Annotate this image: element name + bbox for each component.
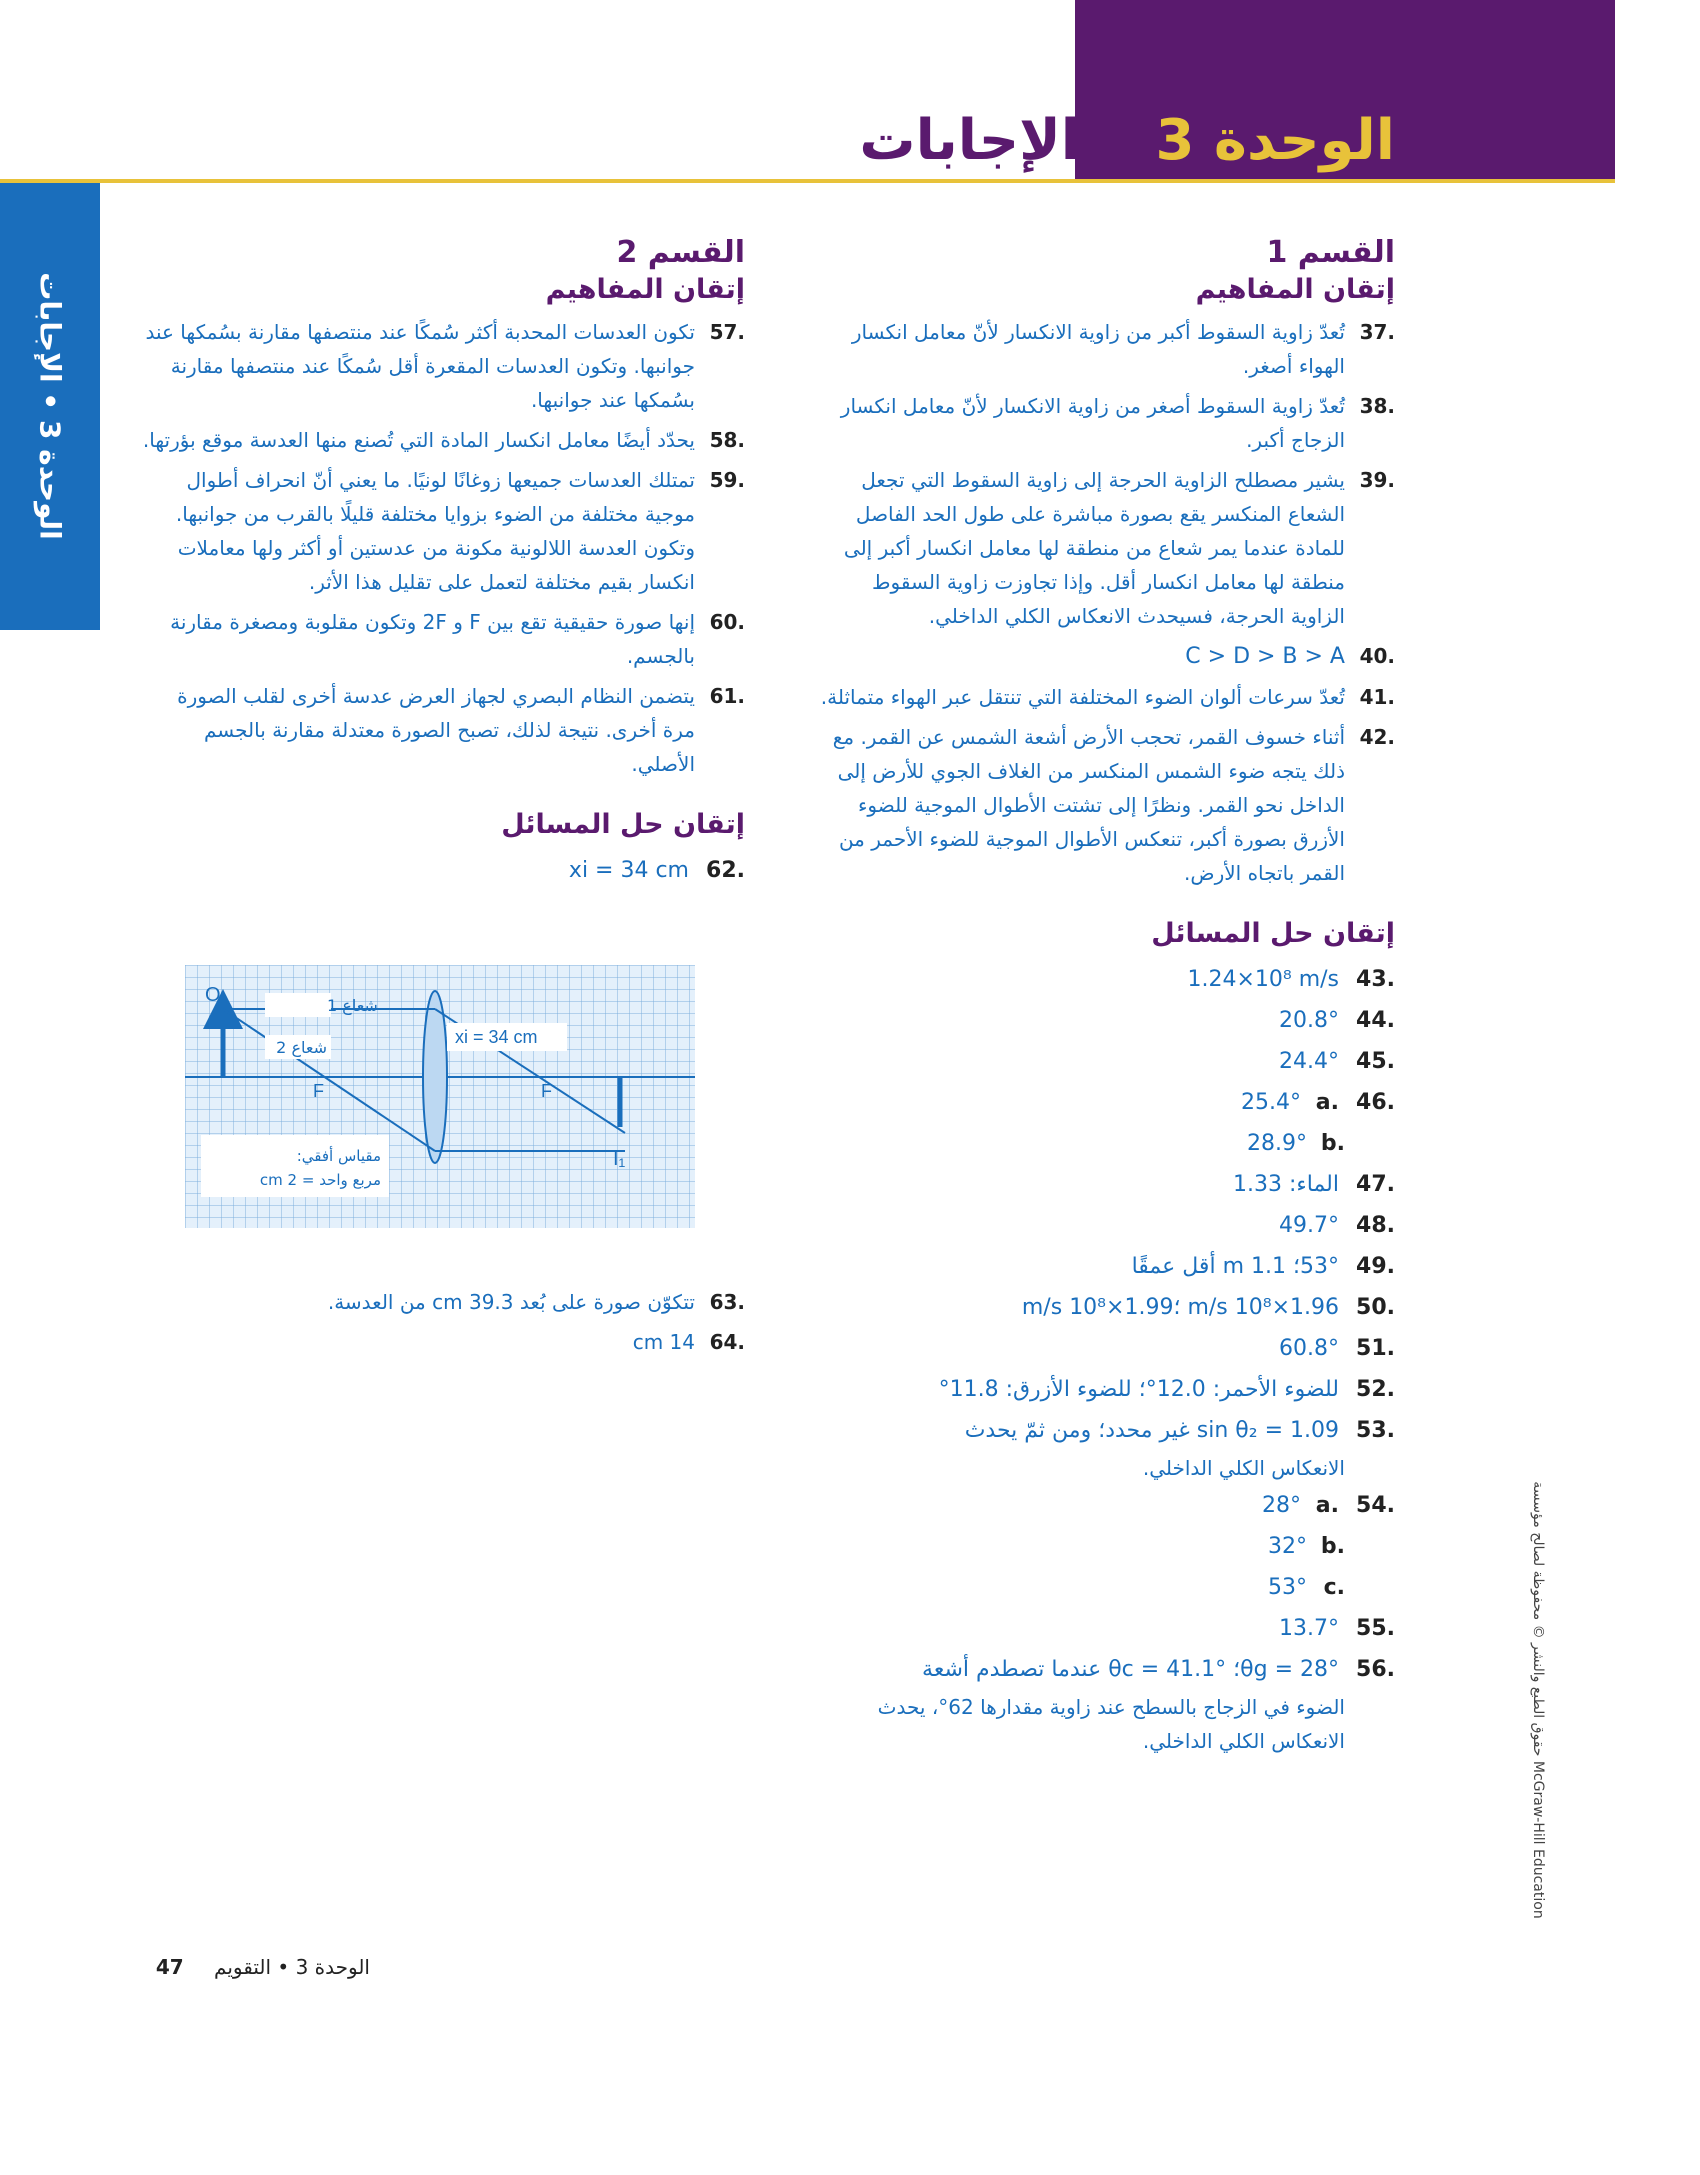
question-number: 42. bbox=[1359, 725, 1395, 749]
question-60 bbox=[140, 605, 745, 673]
answer-value: 28.9° bbox=[1247, 1131, 1307, 1156]
answer-45 bbox=[820, 1041, 1395, 1082]
ray-2-label: شعاع 2 bbox=[276, 1038, 327, 1057]
answer-56-continuation: الضوء في الزجاج بالسطح عند زاوية مقدارها 62°، يحدث الانعكاس الكلي الداخلي. bbox=[877, 1695, 1345, 1753]
answer-number: 52. bbox=[1356, 1377, 1395, 1402]
question-59 bbox=[140, 463, 745, 599]
answer-50 bbox=[820, 1287, 1395, 1328]
answer-value: 60.8° bbox=[1279, 1336, 1339, 1361]
question-text: تكون العدسات المحدبة أكثر سُمكًا عند منتصفها مقارنة بسُمكها عند جوانبها. وتكون العدسات المقعرة أقل سُمكًا عند منتصفها مقارنة بسُمكها عند جوانبها. bbox=[145, 320, 695, 412]
question-number: 59. bbox=[709, 468, 745, 492]
distance-label: xi = 34 cm bbox=[455, 1027, 538, 1047]
question-42 bbox=[820, 720, 1395, 890]
answer-51 bbox=[820, 1328, 1395, 1369]
object-label: O₁ bbox=[205, 984, 228, 1006]
question-text: تُعدّ زاوية السقوط أكبر من زاوية الانكسار لأنّ معامل انكسار الهواء أصغر. bbox=[851, 320, 1345, 378]
answers-63-64 bbox=[140, 1285, 745, 1365]
question-number: 39. bbox=[1359, 468, 1395, 492]
question-text: يشير مصطلح الزاوية الحرجة إلى زاوية السقوط التي تجعل الشعاع المنكسر يقع بصورة مباشرة على طول الحد الفاصل للمادة عندما يمر شعاع من منطقة لها معامل انكسار أكبر إلى منطقة لها معامل انكسار أقل. وإذا تجاوزت زاوية السقوط الزاوية الحرجة، فسيحدث الانعكاس الكلي الداخلي. bbox=[843, 468, 1345, 628]
question-text: تمتلك العدسات جميعها زوغانًا لونيًا. ما يعني أنّ انحراف أطوال موجية مختلفة من الضوء بزوايا مختلفة قليلًا بالقرب من جوانبها. وتكون العدسة اللالونية مكونة من عدستين أو أكثر ولها معاملات انكسار بقيم مختلفة لتعمل على تقليل هذا الأثر. bbox=[175, 468, 695, 594]
answer-48 bbox=[820, 1205, 1395, 1246]
focus-right: F bbox=[541, 1081, 552, 1101]
footer-label: الوحدة 3 • التقويم bbox=[214, 1955, 370, 1979]
question-57 bbox=[140, 315, 745, 417]
question-number: 61. bbox=[709, 684, 745, 708]
section-1-concepts-title: إتقان المفاهيم bbox=[1195, 274, 1395, 305]
answer-62 bbox=[140, 850, 745, 891]
answer-value: θg = 28°؛ θc = 41.1° عندما تصطدم أشعة bbox=[922, 1657, 1339, 1682]
answer-number: 46. bbox=[1356, 1090, 1395, 1115]
question-number: 37. bbox=[1359, 320, 1395, 344]
section-1-problems-list bbox=[820, 959, 1395, 1758]
answer-number: 50. bbox=[1356, 1295, 1395, 1320]
header-divider bbox=[0, 179, 1615, 183]
ordering-answer: C > D > B > A bbox=[1185, 644, 1345, 669]
focus-left: F bbox=[313, 1081, 324, 1101]
question-text: تُعدّ سرعات ألوان الضوء المختلفة التي تنتقل عبر الهواء متماثلة. bbox=[820, 685, 1345, 709]
question-text: تُعدّ زاوية السقوط أصغر من زاوية الانكسار لأنّ معامل انكسار الزجاج أكبر. bbox=[840, 394, 1345, 452]
question-37 bbox=[820, 315, 1395, 383]
question-text: إنها صورة حقيقية تقع بين F و 2F وتكون مقلوبة ومصغرة مقارنة بالجسم. bbox=[170, 610, 695, 668]
question-58 bbox=[140, 423, 745, 457]
question-text: يتضمن النظام البصري لجهاز العرض عدسة أخرى لقلب الصورة مرة أخرى. نتيجة لذلك، تصبح الصورة معتدلة مقارنة بالجسم الأصلي. bbox=[177, 684, 695, 776]
question-number: 58. bbox=[709, 428, 745, 452]
answer-value: 24.4° bbox=[1279, 1049, 1339, 1074]
answer-64 bbox=[140, 1325, 745, 1359]
question-text: يحدّد أيضًا معامل انكسار المادة التي تُصنع منها العدسة موقع بؤرتها. bbox=[142, 428, 695, 452]
ray-1-label: شعاع 1 bbox=[327, 996, 378, 1015]
question-number: 41. bbox=[1359, 685, 1395, 709]
section-1-title: القسم 1 bbox=[1266, 235, 1395, 270]
scale-line-2: مربع واحد = 2 cm bbox=[259, 1171, 381, 1189]
answer-number: 53. bbox=[1356, 1418, 1395, 1443]
question-61 bbox=[140, 679, 745, 781]
answers-title: الإجابات bbox=[859, 108, 1080, 173]
page-number: 47 bbox=[155, 1955, 184, 1979]
section-1 bbox=[820, 235, 1395, 1758]
question-number: 40. bbox=[1359, 644, 1395, 668]
answer-value: 1.24×10⁸ m/s bbox=[1187, 967, 1339, 992]
answer-55 bbox=[820, 1608, 1395, 1649]
answer-54a bbox=[820, 1485, 1395, 1526]
question-number: 64. bbox=[709, 1330, 745, 1354]
lens-ray-diagram bbox=[185, 965, 695, 1228]
answer-value: 49.7° bbox=[1279, 1213, 1339, 1238]
answer-number: 56. bbox=[1356, 1657, 1395, 1682]
question-38 bbox=[820, 389, 1395, 457]
answer-number: 45. bbox=[1356, 1049, 1395, 1074]
answer-value: 28° bbox=[1262, 1493, 1301, 1518]
answer-52 bbox=[820, 1369, 1395, 1410]
answer-value: 53° bbox=[1268, 1575, 1307, 1600]
scale-line-1: مقياس أفقي: bbox=[296, 1147, 381, 1165]
question-number: 63. bbox=[709, 1290, 745, 1314]
side-tab-label: الوحدة 3 • الإجابات bbox=[33, 272, 67, 540]
section-2-concepts-title: إتقان المفاهيم bbox=[545, 274, 745, 305]
answer-number: 51. bbox=[1356, 1336, 1395, 1361]
answer-value: للضوء الأحمر: 12.0°؛ للضوء الأزرق: 11.8° bbox=[938, 1377, 1339, 1402]
answer-value: 20.8° bbox=[1279, 1008, 1339, 1033]
answer-number: 55. bbox=[1356, 1616, 1395, 1641]
answer-number: 54. bbox=[1356, 1493, 1395, 1518]
answer-value: sin θ₂ = 1.09 غير محدد؛ ومن ثمّ يحدث bbox=[964, 1418, 1339, 1443]
question-number: 38. bbox=[1359, 394, 1395, 418]
answer-53-continuation: الانعكاس الكلي الداخلي. bbox=[1142, 1456, 1345, 1480]
answer-value: 53°؛ 1.1 m أقل عمقًا bbox=[1131, 1254, 1339, 1279]
answer-43 bbox=[820, 959, 1395, 1000]
answer-letter: a. bbox=[1315, 1090, 1339, 1115]
convex-lens bbox=[423, 991, 447, 1163]
image-label: I₁ bbox=[613, 1148, 626, 1170]
answer-54b bbox=[820, 1526, 1395, 1567]
question-text: تتكوّن صورة على بُعد 39.3 cm من العدسة. bbox=[327, 1290, 695, 1314]
answer-49 bbox=[820, 1246, 1395, 1287]
answer-54c bbox=[820, 1567, 1395, 1608]
answer-letter: b. bbox=[1320, 1131, 1345, 1156]
question-number: 57. bbox=[709, 320, 745, 344]
question-text: 14 cm bbox=[632, 1330, 695, 1354]
ray-1-label-box bbox=[265, 993, 331, 1017]
answer-44 bbox=[820, 1000, 1395, 1041]
answer-number: 62. bbox=[706, 858, 745, 883]
answer-value: 1.96×10⁸ m/s ؛1.99×10⁸ m/s bbox=[1021, 1295, 1339, 1320]
answer-56 bbox=[820, 1649, 1395, 1690]
section-2-problems-title: إتقان حل المسائل bbox=[501, 809, 745, 840]
section-1-problems-title: إتقان حل المسائل bbox=[1151, 918, 1395, 949]
question-39 bbox=[820, 463, 1395, 633]
answer-value: 13.7° bbox=[1279, 1616, 1339, 1641]
copyright-notice: حقوق الطبع والنشر © محفوظة لصالح مؤسسة McGraw-Hill Education bbox=[1530, 1481, 1546, 1919]
answer-46a bbox=[820, 1082, 1395, 1123]
answer-letter: b. bbox=[1320, 1534, 1345, 1559]
answer-53 bbox=[820, 1410, 1395, 1451]
question-40 bbox=[820, 639, 1395, 674]
question-text bbox=[820, 639, 1345, 674]
answer-value: xi = 34 cm bbox=[568, 858, 689, 883]
page-footer bbox=[120, 1955, 370, 1979]
answer-number: 47. bbox=[1356, 1172, 1395, 1197]
answer-63 bbox=[140, 1285, 745, 1319]
section-1-concepts-list bbox=[820, 315, 1395, 890]
answer-number: 49. bbox=[1356, 1254, 1395, 1279]
answer-number: 44. bbox=[1356, 1008, 1395, 1033]
answer-number: 43. bbox=[1356, 967, 1395, 992]
answer-value: 25.4° bbox=[1241, 1090, 1301, 1115]
answer-letter: c. bbox=[1323, 1575, 1345, 1600]
section-2-title: القسم 2 bbox=[616, 235, 745, 270]
answer-value: الماء: 1.33 bbox=[1233, 1172, 1339, 1197]
unit-title: الوحدة 3 bbox=[1155, 108, 1395, 173]
section-2 bbox=[140, 235, 745, 891]
section-2-concepts-list bbox=[140, 315, 745, 781]
answer-value: 32° bbox=[1268, 1534, 1307, 1559]
answer-letter: a. bbox=[1315, 1493, 1339, 1518]
question-41 bbox=[820, 680, 1395, 714]
answer-number: 48. bbox=[1356, 1213, 1395, 1238]
question-text: أثناء خسوف القمر، تحجب الأرض أشعة الشمس عن القمر. مع ذلك يتجه ضوء الشمس المنكسر من الغلاف الجوي للأرض إلى الداخل نحو القمر. ونظرًا إلى تشتت الأطوال الموجية للضوء الأزرق بصورة أكبر، تنعكس الأطوال الموجية للضوء الأحمر من القمر باتجاه الأرض. bbox=[832, 725, 1345, 885]
answer-46b bbox=[820, 1123, 1395, 1164]
answer-47 bbox=[820, 1164, 1395, 1205]
question-number: 60. bbox=[709, 610, 745, 634]
